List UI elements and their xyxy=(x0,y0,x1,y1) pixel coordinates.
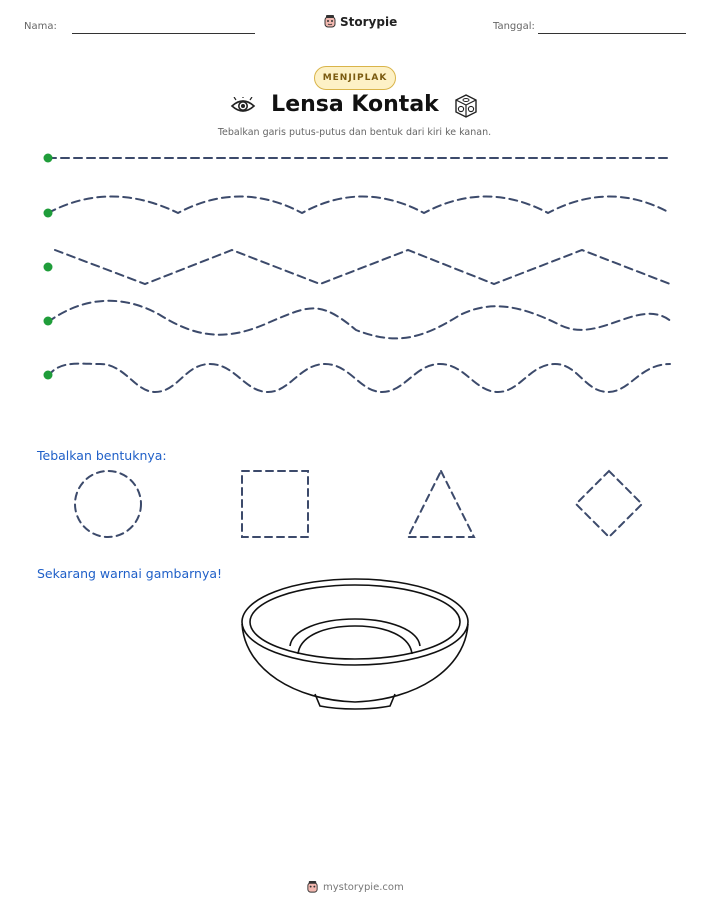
instructions: Tebalkan garis putus-putus dan bentuk dari kiri ke kanan. xyxy=(217,127,492,138)
storypie-mascot-icon xyxy=(323,14,337,30)
tracing-line-zigzag[interactable] xyxy=(55,250,670,284)
start-dot-2 xyxy=(44,209,53,218)
category-badge: MENJIPLAK xyxy=(314,66,396,90)
footer xyxy=(306,880,404,895)
date-line[interactable] xyxy=(538,33,686,34)
tracing-area xyxy=(0,140,709,410)
start-dot-3 xyxy=(44,263,53,272)
page-title: Lensa Kontak xyxy=(271,92,439,117)
shapes-area xyxy=(0,462,709,547)
shape-circle[interactable] xyxy=(75,471,141,537)
coloring-heading: Sekarang warnai gambarnya! xyxy=(37,566,223,581)
brand-name: Storypie xyxy=(340,15,398,29)
tracing-line-smooth-wave[interactable] xyxy=(48,301,672,339)
shape-triangle[interactable] xyxy=(408,471,474,537)
name-label: Nama: xyxy=(24,21,57,32)
shape-square[interactable] xyxy=(242,471,308,537)
eye-icon xyxy=(230,97,256,115)
tracing-line-bumpy-wave[interactable] xyxy=(48,364,670,392)
shapes-heading: Tebalkan bentuknya: xyxy=(37,448,167,463)
start-dot-1 xyxy=(44,154,53,163)
start-dot-4 xyxy=(44,317,53,326)
contact-lens-case-icon xyxy=(453,93,479,119)
name-line[interactable] xyxy=(72,33,255,34)
start-dot-5 xyxy=(44,371,53,380)
storypie-mascot-icon xyxy=(306,880,319,895)
brand-logo xyxy=(323,14,397,30)
date-label: Tanggal: xyxy=(493,21,535,32)
footer-url[interactable]: mystorypie.com xyxy=(323,882,404,893)
shape-diamond[interactable] xyxy=(576,471,642,537)
bowl-outline[interactable] xyxy=(230,578,480,713)
tracing-line-wave[interactable] xyxy=(48,197,670,214)
